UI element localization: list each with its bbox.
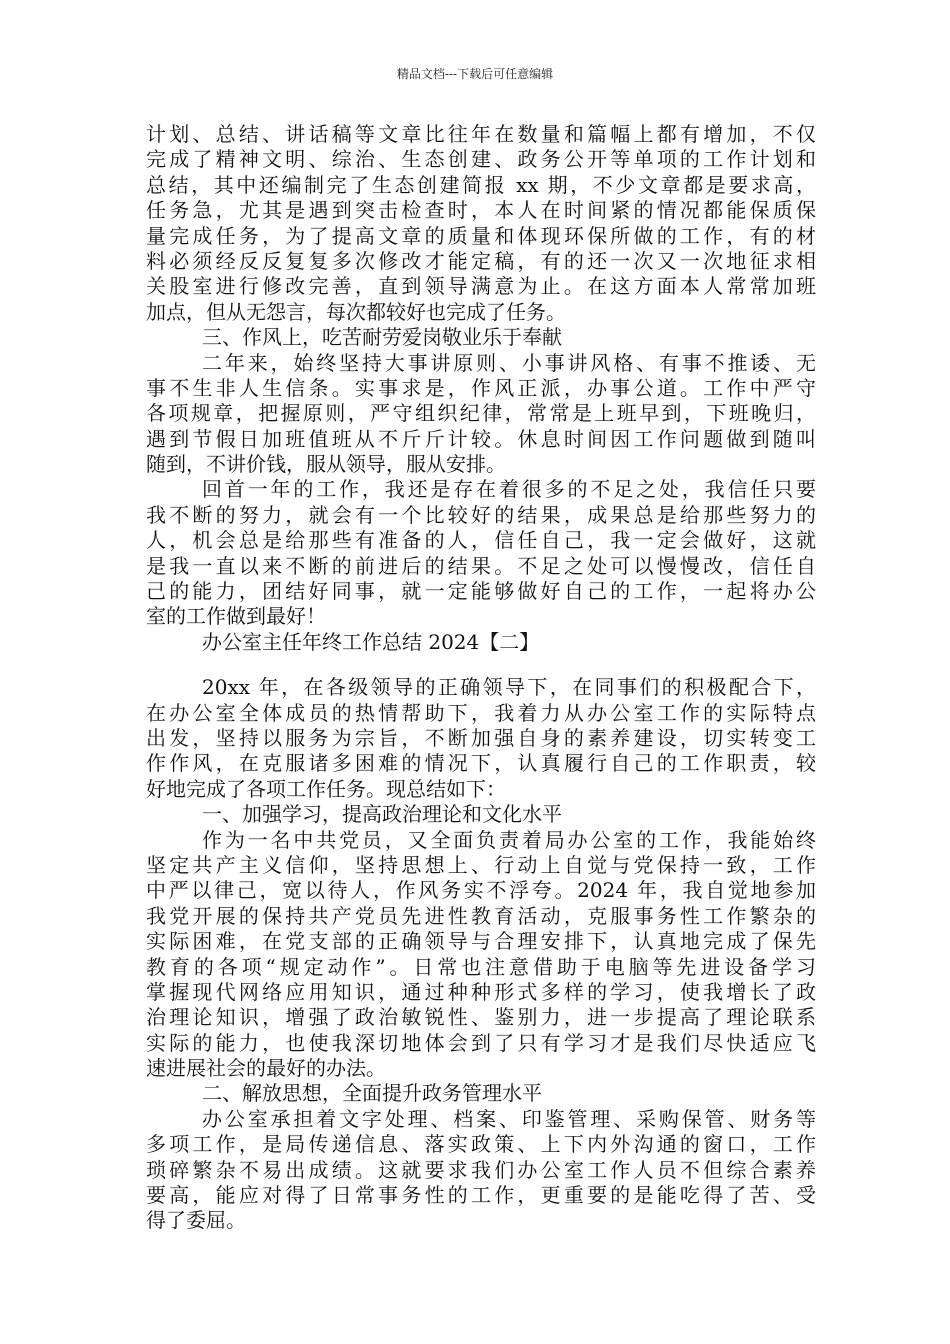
text-line: 二年来，始终坚持大事讲原则、小事讲风格、有事不推诿、无 [202, 350, 816, 375]
paragraph-study [146, 828, 816, 1082]
document-body [146, 122, 816, 1234]
text-line: 教育的各项“规定动作”。日常也注意借助于电脑等先进设备学习 [146, 954, 816, 979]
text-line: 加点，但从无怨言，每次都较好也完成了任务。 [146, 299, 566, 324]
text-line: 室的工作做到最好！ [146, 604, 326, 629]
paragraph-continuation [146, 122, 816, 325]
paragraph-review [146, 477, 816, 629]
text-line: 是我一直以来不断的前进后的结果。不足之处可以慢慢改，信任自 [146, 553, 816, 578]
text-line: 出发，坚持以服务为宗旨，不断加强自身的素养建设，切实转变工 [146, 725, 816, 750]
text-line: 实际的能力，也使我深切地体会到了只有学习才是我们尽快适应飞 [146, 1030, 816, 1055]
text-line: 任务急，尤其是遇到突击检查时，本人在时间紧的情况都能保质保 [146, 198, 816, 223]
text-line: 治理论知识，增强了政治敏锐性、鉴别力，进一步提高了理论联系 [146, 1005, 816, 1030]
blank-line [146, 655, 816, 675]
text-line: 遇到节假日加班值班从不斤斤计较。休息时间因工作问题做到随叫 [146, 426, 816, 451]
text-line: 作为一名中共党员，又全面负责着局办公室的工作，我能始终 [202, 827, 816, 852]
text-line: 各项规章，把握原则，严守组织纪律，常常是上班早到，下班晚归， [146, 401, 816, 426]
text-line: 在办公室全体成员的热情帮助下，我着力从办公室工作的实际特点 [146, 700, 816, 725]
text-line: 掌握现代网络应用知识，通过种种形式多样的学习，使我增长了政 [146, 979, 816, 1004]
text-line: 关股室进行修改完善，直到领导满意为止。在这方面本人常常加班 [146, 274, 816, 299]
text-line: 作作风，在克服诸多困难的情况下，认真履行自己的工作职责，较 [146, 751, 816, 776]
paragraph-work-style [146, 351, 816, 478]
section-heading-3: 三、作风上，吃苦耐劳爱岗敬业乐于奉献 [202, 325, 562, 350]
page-header: 精品文档---下载后可任意编辑 [396, 67, 554, 81]
paragraph-intro [146, 675, 816, 802]
text-line: 要高，能应对得了日常事务性的工作，更重要的是能吃得了苦、受 [146, 1183, 816, 1208]
text-line: 随到，不讲价钱，服从领导，服从安排。 [146, 452, 506, 477]
section-heading-2: 二、解放思想，全面提升政务管理水平 [202, 1081, 542, 1106]
text-line: 好地完成了各项工作任务。现总结如下： [146, 776, 506, 801]
text-line: 我党开展的保持共产党员先进性教育活动，克服事务性工作繁杂的 [146, 903, 816, 928]
document-title-2: 办公室主任年终工作总结 2024【二】 [202, 629, 540, 654]
text-line: 量完成任务，为了提高文章的质量和体现环保所做的工作，有的材 [146, 223, 816, 248]
text-line: 计划、总结、讲话稿等文章比往年在数量和篇幅上都有增加，不仅 [146, 122, 816, 146]
text-line: 料必须经反反复复多次修改才能定稿，有的还一次又一次地征求相 [146, 248, 816, 273]
section-heading-1: 一、加强学习，提高政治理论和文化水平 [202, 802, 562, 827]
text-line: 回首一年的工作，我还是存在着很多的不足之处，我信任只要 [202, 477, 816, 502]
text-line: 琐碎繁杂不易出成绩。这就要求我们办公室工作人员不但综合素养 [146, 1157, 816, 1182]
text-line: 坚定共产主义信仰，坚持思想上、行动上自觉与党保持一致，工作 [146, 852, 816, 877]
text-line: 己的能力，团结好同事，就一定能够做好自己的工作，一起将办公 [146, 579, 816, 604]
text-line: 完成了精神文明、综治、生态创建、政务公开等单项的工作计划和 [146, 147, 816, 172]
text-line: 总结，其中还编制完了生态创建简报 xx 期，不少文章都是要求高， [146, 172, 816, 197]
text-line: 20xx 年，在各级领导的正确领导下，在同事们的积极配合下， [202, 675, 816, 700]
text-line: 多项工作，是局传递信息、落实政策、上下内外沟通的窗口，工作 [146, 1132, 816, 1157]
text-line: 我不断的努力，就会有一个比较好的结果，成果总是给那些努力的 [146, 502, 816, 527]
text-line: 得了委屈。 [146, 1208, 246, 1233]
paragraph-office-duties [146, 1107, 816, 1234]
text-line: 中严以律己，宽以待人，作风务实不浮夸。2024 年，我自觉地参加 [146, 878, 816, 903]
text-line: 速进展社会的最好的办法。 [146, 1056, 386, 1081]
text-line: 实际困难，在党支部的正确领导与合理安排下，认真地完成了保先 [146, 929, 816, 954]
text-line: 事不生非人生信条。实事求是，作风正派，办事公道。工作中严守 [146, 375, 816, 400]
text-line: 人，机会总是给那些有准备的人，信任自己，我一定会做好，这就 [146, 528, 816, 553]
text-line: 办公室承担着文字处理、档案、印鉴管理、采购保管、财务等 [202, 1106, 816, 1131]
